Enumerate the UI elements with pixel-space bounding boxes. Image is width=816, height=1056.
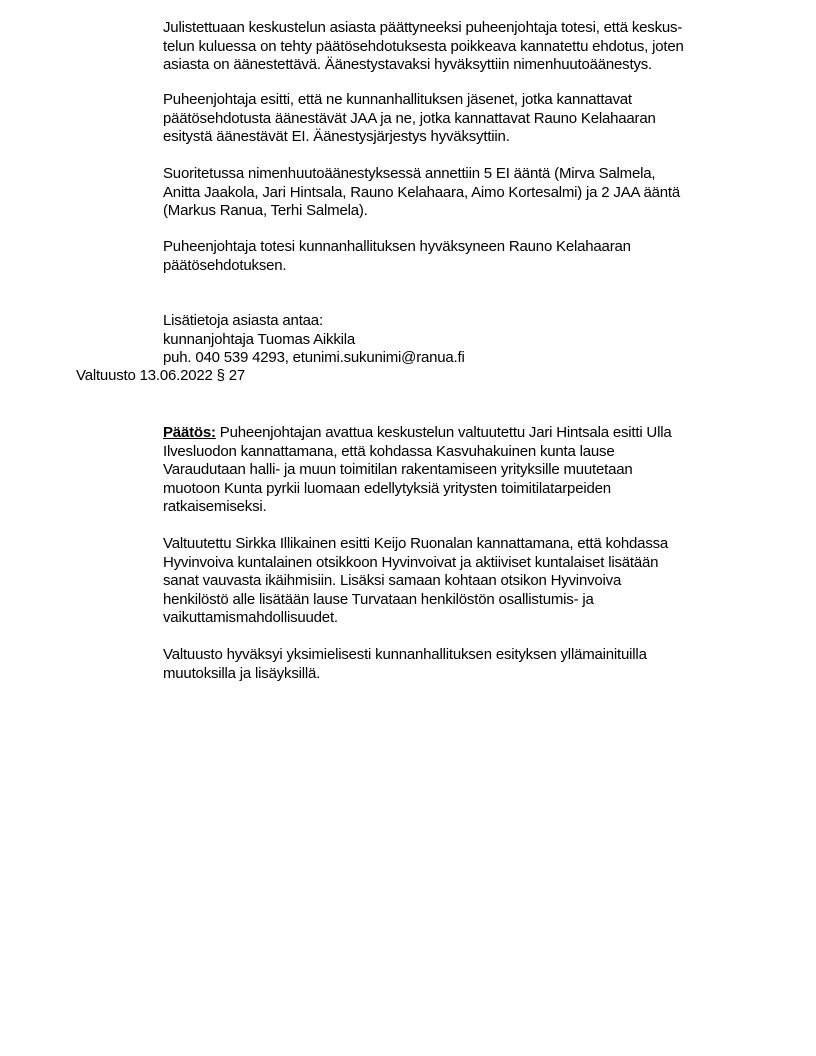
text-line: muutoksilla ja lisäyksillä. (163, 664, 321, 682)
text-line: Anitta Jaakola, Jari Hintsala, Rauno Kelahaara, Aimo Kortesalmi) ja 2 JAA ääntä (163, 183, 680, 201)
text-line: esitystä äänestävät EI. Äänestysjärjestys hyväksyttiin. (163, 128, 510, 145)
paragraph-vote-result (163, 165, 680, 221)
text-line: ratkaisemiseksi. (163, 498, 267, 515)
text-line: Puheenjohtaja esitti, että ne kunnanhallituksen jäsenet, jotka kannattavat (163, 91, 632, 108)
text-line: Julistettuaan keskustelun asiasta päättyneeksi puheenjohtaja totesi, että keskus- (163, 19, 683, 36)
text-line: (Markus Ranua, Terhi Salmela). (163, 202, 368, 219)
decision-label: Päätös: (163, 424, 216, 441)
paragraph-vote-order (163, 91, 656, 147)
paragraph-chair-conclusion (163, 238, 631, 275)
text-line: Suoritetussa nimenhuutoäänestyksessä annettiin 5 EI ääntä (Mirva Salmela, (163, 165, 656, 182)
text-line: päätösehdotuksen. (163, 256, 287, 274)
contact-details: puh. 040 539 4293, etunimi.sukunimi@ranua.fi (163, 349, 465, 366)
contact-person: kunnanjohtaja Tuomas Aikkila (163, 330, 356, 348)
decision-paragraph (163, 424, 671, 517)
text-line: muotoon Kunta pyrkii luomaan edellytyksiä yritysten toimitilatarpeiden (163, 479, 611, 497)
text-line: Varaudutaan halli- ja muun toimitilan rakentamiseen yrityksille muutetaan (163, 461, 633, 478)
text-line: telun kuluessa on tehty päätösehdotuksesta poikkeava kannatettu ehdotus, joten (163, 37, 684, 55)
text-line: henkilöstö alle lisätään lause Turvataan henkilöstön osallistumis- ja (163, 590, 594, 608)
text-line: Puheenjohtajan avattua keskustelun valtuutettu Jari Hintsala esitti Ulla (215, 424, 672, 441)
text-line: päätösehdotusta äänestävät JAA ja ne, jotka kannattavat Rauno Kelahaaran (163, 109, 656, 127)
paragraph-amendment (163, 535, 668, 628)
text-line: asiasta on äänestettävä. Äänestystavaksi hyväksyttiin nimenhuutoäänestys. (163, 56, 653, 73)
contact-label: Lisätietoja asiasta antaa: (163, 312, 323, 329)
text-line: Ilvesluodon kannattamana, että kohdassa Kasvuhakuinen kunta lause (163, 442, 615, 460)
text-line: sanat vauvasta ikäihmisiin. Lisäksi samaan kohtaan otsikon Hyvinvoiva (163, 572, 622, 589)
paragraph-final-approval (163, 646, 647, 683)
text-line: vaikuttamismahdollisuudet. (163, 609, 338, 626)
text-line: Puheenjohtaja totesi kunnanhallituksen hyväksyneen Rauno Kelahaaran (163, 238, 631, 255)
contact-info (163, 312, 465, 368)
section-header: Valtuusto 13.06.2022 § 27 (76, 367, 246, 384)
text-line: Valtuusto hyväksyi yksimielisesti kunnanhallituksen esityksen yllämainituilla (163, 646, 647, 663)
text-line: Valtuutettu Sirkka Illikainen esitti Keijo Ruonalan kannattamana, että kohdassa (163, 535, 669, 552)
paragraph-vote-announcement (163, 19, 684, 75)
text-line: Hyvinvoiva kuntalainen otsikkoon Hyvinvoivat ja aktiiviset kuntalaiset lisätään (163, 553, 659, 571)
